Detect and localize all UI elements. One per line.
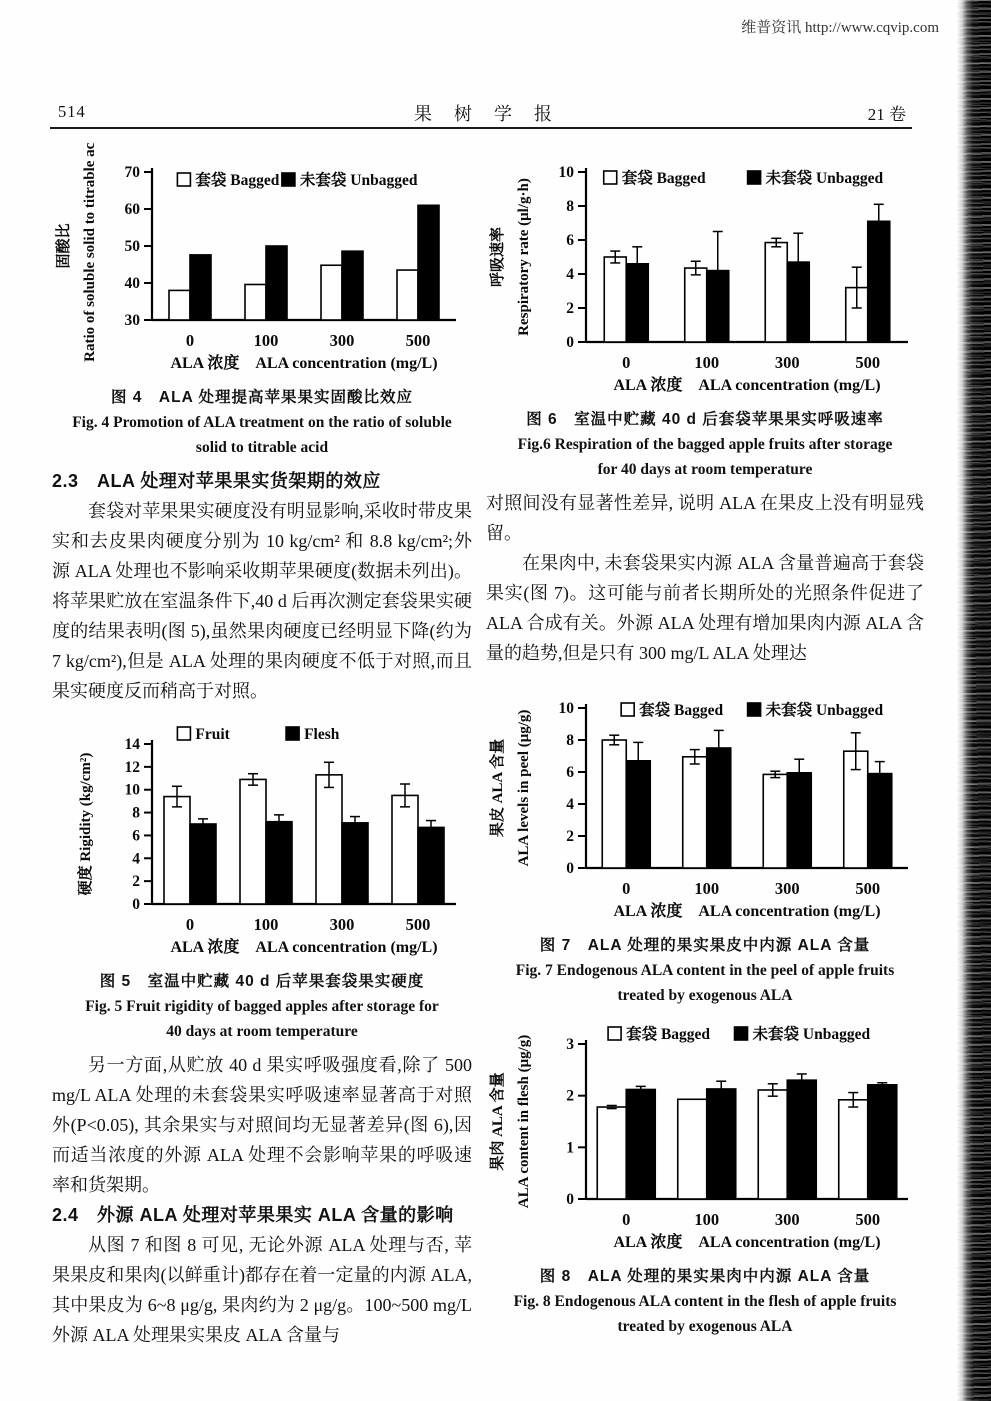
svg-text:Flesh: Flesh: [304, 726, 340, 743]
svg-text:未套袋 Unbagged: 未套袋 Unbagged: [765, 170, 884, 187]
svg-text:10: 10: [558, 700, 574, 717]
svg-text:0: 0: [132, 896, 140, 913]
svg-text:30: 30: [124, 312, 140, 329]
svg-text:Respiratory rate (μl/g·h): Respiratory rate (μl/g·h): [516, 178, 532, 336]
book-binding-edge: [957, 0, 991, 1401]
svg-text:0: 0: [622, 353, 631, 372]
svg-text:4: 4: [566, 266, 574, 283]
fig4-caption-en2: solid to titrable acid: [195, 439, 329, 456]
fig8-caption-zh: 图 8 ALA 处理的果实果肉中内源 ALA 含量: [539, 1268, 871, 1285]
svg-text:ALA 浓度 ALA concentration (mg/L: ALA 浓度 ALA concentration (mg/L): [613, 903, 881, 920]
svg-text:300: 300: [774, 879, 800, 898]
svg-text:2: 2: [566, 1087, 574, 1105]
svg-text:固酸比: 固酸比: [56, 223, 72, 269]
svg-text:8: 8: [566, 732, 574, 749]
svg-text:100: 100: [253, 915, 279, 934]
svg-text:3: 3: [566, 1036, 574, 1053]
fig4-caption-zh: 图 4 ALA 处理提高苹果果实固酸比效应: [110, 389, 413, 406]
svg-text:2: 2: [566, 828, 574, 845]
svg-text:300: 300: [329, 915, 355, 934]
svg-text:12: 12: [124, 758, 140, 776]
fig6-caption-zh: 图 6 室温中贮藏 40 d 后套袋苹果果实呼吸速率: [526, 411, 884, 428]
volume-label: 21 卷: [867, 105, 906, 124]
svg-text:500: 500: [855, 879, 881, 898]
svg-text:300: 300: [329, 331, 355, 350]
left-column: [52, 142, 472, 1350]
right-column: [486, 142, 924, 1345]
paragraph-shelf-life: 套袋对苹果果实硬度没有明显影响,采收时带皮果实和去皮果肉硬度分别为 10 kg/cm² 和 8.8 kg/cm²;外源 ALA 处理也不影响采收期苹果硬度(数据未列出)。将苹果贮放在室温条件下,40 d 后再次测定套袋果实硬度的结果表明(图 5),虽然果肉硬度已经明显下降(约为 7 kg/cm²),但是 ALA 处理的果肉硬度不低于对照,而且果实硬度反而稍高于对照。: [52, 501, 472, 701]
fig8-caption-en2: treated by exogenous ALA: [617, 1318, 793, 1335]
watermark-text: 维普资讯 http://www.cqvip.com: [741, 20, 939, 36]
svg-text:ALA 浓度 ALA concentration (mg/L: ALA 浓度 ALA concentration (mg/L): [613, 377, 881, 394]
svg-text:Ratio of soluble solid to titr: Ratio of soluble solid to titrable acid: [82, 142, 98, 362]
svg-text:100: 100: [694, 1210, 720, 1229]
svg-text:Fruit: Fruit: [195, 726, 230, 743]
svg-text:8: 8: [566, 198, 574, 215]
paragraph-no-residue: 对照间没有显著性差异, 说明 ALA 在果皮上没有明显残留。: [486, 493, 924, 543]
fig6-bar-chart: [486, 142, 924, 405]
paragraph-flesh-ala: 在果肉中, 未套袋果实内源 ALA 含量普遍高于套袋果实(图 7)。这可能与前者长期所处的光照条件促进了 ALA 合成有关。外源 ALA 处理有增加果肉内源 ALA 含量的趋势,但是只有 300 mg/L ALA 处理达: [486, 553, 924, 663]
fig5-caption-en1: Fig. 5 Fruit rigidity of bagged apples after storage for: [85, 998, 439, 1015]
svg-text:8: 8: [132, 804, 140, 822]
svg-text:0: 0: [566, 334, 574, 351]
paragraph-ala-content: 从图 7 和图 8 可见, 无论外源 ALA 处理与否, 苹果果皮和果肉(以鲜重计)都存在着一定量的内源 ALA, 其中果皮为 6~8 μg/g, 果肉约为 2 μg/g。100~500 mg/L 外源 ALA 处理果实果皮 ALA 含量与: [52, 1235, 472, 1345]
fig4-caption-en1: Fig. 4 Promotion of ALA treatment on the ratio of soluble: [72, 414, 452, 431]
fig7-caption: [486, 933, 924, 1008]
journal-title: 果 树 学 报: [414, 104, 554, 124]
svg-text:0: 0: [566, 860, 574, 877]
svg-text:300: 300: [774, 353, 800, 372]
fig5-bar-chart: [52, 714, 472, 967]
fig6-caption: [486, 407, 924, 482]
svg-text:ALA 浓度 ALA concentration (mg/L: ALA 浓度 ALA concentration (mg/L): [170, 355, 438, 372]
svg-text:未套袋 Unbagged: 未套袋 Unbagged: [752, 1026, 871, 1043]
svg-text:6: 6: [566, 232, 574, 249]
svg-text:2: 2: [566, 300, 574, 317]
svg-text:10: 10: [558, 164, 574, 181]
svg-text:套袋 Bagged: 套袋 Bagged: [626, 1026, 711, 1043]
svg-text:70: 70: [124, 164, 140, 181]
svg-text:2: 2: [132, 873, 140, 891]
svg-text:100: 100: [253, 331, 279, 350]
fig6-caption-en1: Fig.6 Respiration of the bagged apple fruits after storage: [517, 436, 893, 453]
svg-text:4: 4: [132, 850, 140, 868]
svg-text:500: 500: [855, 353, 881, 372]
svg-text:6: 6: [566, 764, 574, 781]
svg-text:ALA levels in peel (μg/g): ALA levels in peel (μg/g): [516, 709, 532, 867]
fig5-caption-zh: 图 5 室温中贮藏 40 d 后苹果套袋果实硬度: [99, 973, 425, 990]
fig5-caption: [52, 969, 472, 1044]
svg-text:套袋 Bagged: 套袋 Bagged: [621, 170, 706, 187]
svg-text:未套袋 Unbagged: 未套袋 Unbagged: [299, 172, 418, 189]
fig4-bar-chart: [52, 142, 472, 383]
svg-text:未套袋 Unbagged: 未套袋 Unbagged: [765, 702, 884, 719]
svg-text:果皮 ALA 含量: 果皮 ALA 含量: [490, 738, 506, 838]
fig7-caption-en2: treated by exogenous ALA: [617, 987, 793, 1004]
svg-text:14: 14: [124, 736, 140, 753]
svg-text:0: 0: [185, 915, 195, 934]
svg-text:6: 6: [132, 827, 140, 845]
svg-text:0: 0: [566, 1191, 574, 1208]
svg-text:1: 1: [566, 1139, 574, 1157]
page-number: 514: [58, 102, 86, 121]
svg-text:ALA 浓度 ALA concentration (mg/L: ALA 浓度 ALA concentration (mg/L): [170, 939, 438, 956]
section-2-4-title: 2.4 外源 ALA 处理对苹果果实 ALA 含量的影响: [52, 1205, 454, 1225]
svg-text:ALA content in flesh (μg/g): ALA content in flesh (μg/g): [516, 1034, 532, 1209]
fig7-bar-chart: [486, 678, 924, 931]
fig7-caption-en1: Fig. 7 Endogenous ALA content in the peel of apple fruits: [515, 962, 895, 979]
svg-text:500: 500: [855, 1210, 881, 1229]
svg-text:套袋 Bagged: 套袋 Bagged: [639, 702, 724, 719]
svg-text:4: 4: [566, 796, 574, 813]
svg-text:50: 50: [124, 238, 140, 255]
svg-text:果肉 ALA 含量: 果肉 ALA 含量: [490, 1072, 506, 1171]
header-rule: [50, 127, 912, 129]
fig8-bar-chart: [486, 1014, 924, 1262]
page-header: [58, 100, 910, 126]
svg-text:40: 40: [124, 275, 140, 292]
svg-text:套袋 Bagged: 套袋 Bagged: [195, 172, 280, 189]
svg-text:0: 0: [622, 1210, 631, 1229]
paragraph-respiration: 另一方面,从贮放 40 d 果实呼吸强度看,除了 500 mg/L ALA 处理的未套袋果实呼吸速率显著高于对照外(P<0.05), 其余果实与对照间均无显著差异(图 6),因而适当浓度的外源 ALA 处理不会影响苹果的呼吸速率和货架期。: [52, 1055, 472, 1195]
section-2-3: [52, 466, 472, 706]
svg-text:100: 100: [694, 353, 720, 372]
svg-text:10: 10: [124, 781, 140, 799]
svg-text:硬度 Rigidity (kg/cm²): 硬度 Rigidity (kg/cm²): [78, 752, 94, 896]
section-2-4: [52, 1050, 472, 1350]
svg-text:0: 0: [185, 331, 195, 350]
svg-text:60: 60: [124, 201, 140, 218]
fig5-caption-en2: 40 days at room temperature: [166, 1023, 358, 1040]
fig4-caption: [52, 385, 472, 460]
svg-text:300: 300: [774, 1210, 800, 1229]
fig6-caption-en2: for 40 days at room temperature: [597, 461, 813, 478]
fig8-caption: [486, 1264, 924, 1339]
svg-text:ALA 浓度 ALA concentration (mg/L: ALA 浓度 ALA concentration (mg/L): [613, 1234, 881, 1251]
section-2-3-title: 2.3 ALA 处理对苹果果实货架期的效应: [52, 471, 381, 491]
svg-text:500: 500: [405, 915, 431, 934]
svg-text:100: 100: [694, 879, 720, 898]
svg-text:0: 0: [622, 879, 631, 898]
fig7-caption-zh: 图 7 ALA 处理的果实果皮中内源 ALA 含量: [539, 937, 871, 954]
fig8-caption-en1: Fig. 8 Endogenous ALA content in the flesh of apple fruits: [513, 1293, 897, 1310]
svg-text:500: 500: [405, 331, 431, 350]
svg-text:呼吸速率: 呼吸速率: [490, 226, 506, 288]
right-text-block: [486, 488, 924, 668]
